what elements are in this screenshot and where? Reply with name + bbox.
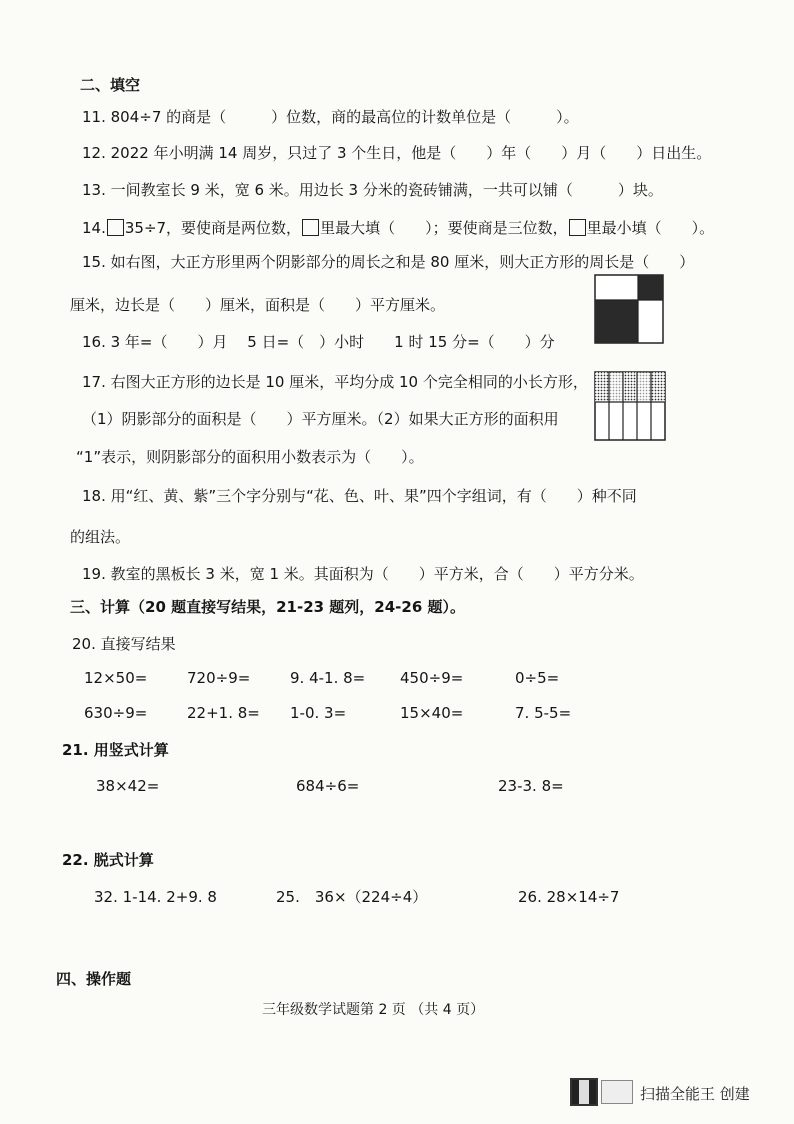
- page-footer: 三年级数学试题第 2 页 （共 4 页）: [262, 1002, 485, 1018]
- q22-item: 26. 28×14÷7: [518, 888, 620, 906]
- q20-item: 15×40=: [400, 704, 464, 722]
- blank-square-box: [569, 219, 586, 236]
- q20-item: 1-0. 3=: [290, 704, 347, 722]
- q20-item: 22+1. 8=: [187, 704, 260, 722]
- question-14-part1: 35÷7，要使商是两位数，: [124, 219, 302, 237]
- question-15-line1: 15. 如右图，大正方形里两个阴影部分的周长之和是 80 厘米，则大正方形的周长是（ ）: [82, 253, 695, 271]
- qr-code-icon: [570, 1078, 598, 1106]
- question-17-line1: 17. 右图大正方形的边长是 10 厘米，平均分成 10 个完全相同的小长方形，: [82, 373, 588, 391]
- question-22-title: 22. 脱式计算: [62, 851, 154, 869]
- q20-item: 9. 4-1. 8=: [290, 669, 366, 687]
- q20-item: 450÷9=: [400, 669, 464, 687]
- question-12: 12. 2022 年小明满 14 周岁，只过了 3 个生日，他是（ ）年（ ）月（ ）日出生。: [82, 144, 712, 162]
- section-fill-blank-title: 二、填空: [80, 76, 141, 94]
- q15-square-figure: [594, 274, 664, 344]
- q21-item: 23-3. 8=: [498, 777, 564, 795]
- question-13: 13. 一间教室长 9 米，宽 6 米。用边长 3 分米的瓷砖铺满，一共可以铺（ ）块。: [82, 181, 663, 199]
- q17-rectangles-figure: [594, 371, 666, 441]
- question-14-number: 14.: [82, 219, 106, 237]
- section-calculation-title: 三、计算（20 题直接写结果，21-23 题列，24-26 题）。: [70, 598, 465, 616]
- question-14: [82, 218, 714, 238]
- question-18-line1: 18. 用“红、黄、紫”三个字分别与“花、色、叶、果”四个字组词，有（ ）种不同: [82, 487, 637, 505]
- question-18-line2: 的组法。: [70, 528, 131, 546]
- question-16: 16. 3 年=（ ）月 5 日=（ ）小时 1 时 15 分=（ ）分: [82, 333, 555, 351]
- scanner-watermark: 扫描全能王 创建: [640, 1085, 750, 1103]
- blank-square-box: [302, 219, 319, 236]
- question-21-title: 21. 用竖式计算: [62, 741, 169, 759]
- q22-item: 32. 1-14. 2+9. 8: [94, 888, 217, 906]
- question-17-line2: （1）阴影部分的面积是（ ）平方厘米。（2）如果大正方形的面积用: [82, 410, 559, 428]
- question-17-line3: “1”表示，则阴影部分的面积用小数表示为（ ）。: [76, 448, 424, 466]
- q21-item: 38×42=: [96, 777, 160, 795]
- q20-item: 7. 5-5=: [515, 704, 572, 722]
- q21-item: 684÷6=: [296, 777, 360, 795]
- question-14-part2: 里最大填（ ）；要使商是三位数，: [320, 219, 568, 237]
- section-operation-title: 四、操作题: [56, 970, 132, 988]
- q20-item: 630÷9=: [84, 704, 148, 722]
- question-20-title: 20. 直接写结果: [72, 635, 176, 653]
- q20-item: 12×50=: [84, 669, 148, 687]
- question-11: 11. 804÷7 的商是（ ）位数，商的最高位的计数单位是（ ）。: [82, 108, 579, 126]
- q20-item: 720÷9=: [187, 669, 251, 687]
- question-14-part3: 里最小填（ ）。: [586, 219, 715, 237]
- q22-item: 25. 36×（224÷4）: [276, 888, 428, 906]
- question-15-line2: 厘米，边长是（ ）厘米，面积是（ ）平方厘米。: [70, 296, 446, 314]
- question-19: 19. 教室的黑板长 3 米，宽 1 米。其面积为（ ）平方米，合（ ）平方分米。: [82, 565, 644, 583]
- scanner-logo-icon: [601, 1080, 633, 1104]
- q20-item: 0÷5=: [515, 669, 560, 687]
- blank-square-box: [107, 219, 124, 236]
